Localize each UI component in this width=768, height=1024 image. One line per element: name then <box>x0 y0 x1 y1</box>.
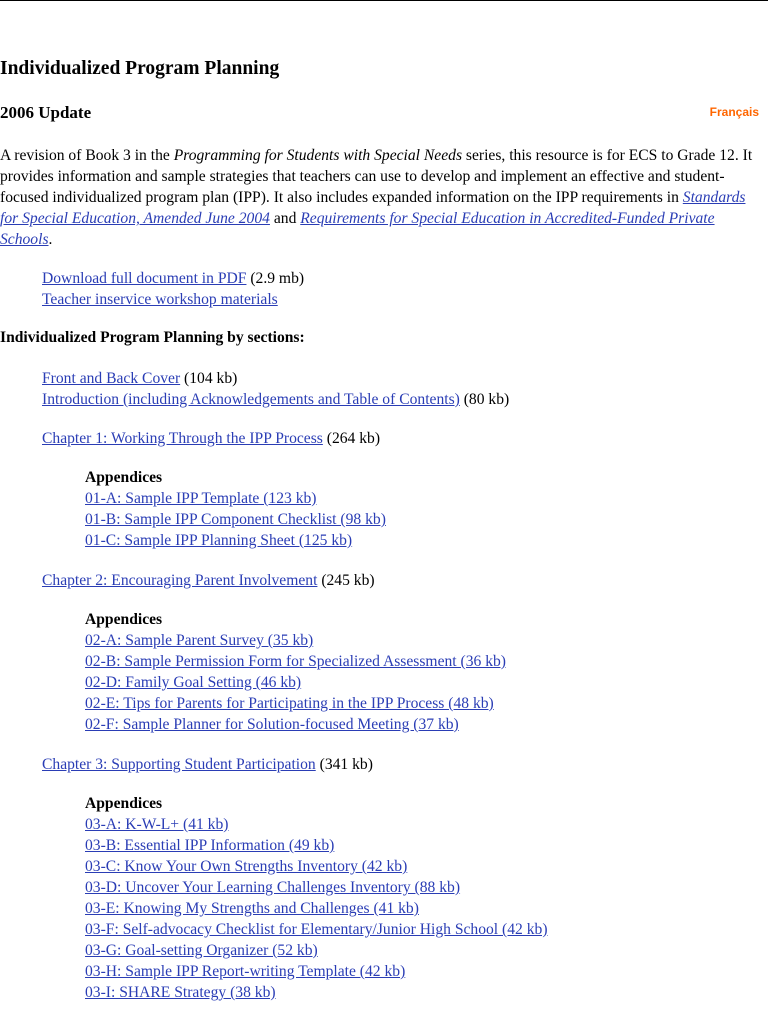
appendix-link[interactable]: 03-H: Sample IPP Report-writing Template (42 kb) <box>85 963 406 980</box>
appendix-link[interactable]: 01-B: Sample IPP Component Checklist (98 kb) <box>85 511 386 528</box>
appendix-link[interactable]: 02-D: Family Goal Setting (46 kb) <box>85 674 302 691</box>
appendix-link[interactable]: 03-E: Knowing My Strengths and Challenges (41 kb) <box>85 900 419 917</box>
file-size: (264 kb) <box>322 430 381 447</box>
standards-link-text: Standards for Special Education, Amended June 2004 <box>0 189 746 227</box>
intro-text-4: . <box>48 231 53 248</box>
workshop-materials-link[interactable]: Teacher inservice workshop materials <box>42 291 278 308</box>
appendix-link[interactable]: 03-D: Uncover Your Learning Challenges Inventory (88 kb) <box>85 879 461 896</box>
francais-link[interactable]: Français <box>709 105 759 119</box>
appendices-heading: Appendices <box>85 469 163 486</box>
chapter-3-appendices <box>85 793 548 1003</box>
appendix-link[interactable]: 02-E: Tips for Parents for Participating in the IPP Process (48 kb) <box>85 695 494 712</box>
file-size: (104 kb) <box>180 370 238 387</box>
appendix-link[interactable]: 03-I: SHARE Strategy (38 kb) <box>85 984 276 1001</box>
appendix-link[interactable]: 02-A: Sample Parent Survey (35 kb) <box>85 632 314 649</box>
chapter-1-link[interactable]: Chapter 1: Working Through the IPP Process <box>42 430 323 447</box>
chapter-3-link[interactable]: Chapter 3: Supporting Student Participation <box>42 756 316 773</box>
sections-heading: Individualized Program Planning by sections: <box>0 329 305 346</box>
appendix-link[interactable]: 03-F: Self-advocacy Checklist for Elementary/Junior High School (42 kb) <box>85 921 548 938</box>
chapter-2-link[interactable]: Chapter 2: Encouraging Parent Involvement <box>42 572 318 589</box>
appendices-heading: Appendices <box>85 611 163 628</box>
list-item <box>42 368 509 389</box>
appendix-link[interactable]: 01-A: Sample IPP Template (123 kb) <box>85 490 317 507</box>
intro-paragraph <box>0 145 762 250</box>
introduction-link[interactable]: Introduction (including Acknowledgements and Table of Contents) <box>42 391 460 408</box>
cover-link[interactable]: Front and Back Cover <box>42 370 181 387</box>
appendix-link[interactable]: 03-B: Essential IPP Information (49 kb) <box>85 837 335 854</box>
intro-text-1: A revision of Book 3 in the <box>0 147 174 164</box>
list-item <box>42 754 373 775</box>
list-item <box>42 570 375 591</box>
file-size: (341 kb) <box>315 756 373 773</box>
file-size: (2.9 mb) <box>246 270 305 287</box>
front-matter-list <box>42 368 509 410</box>
appendix-link[interactable]: 03-C: Know Your Own Strengths Inventory (42 kb) <box>85 858 408 875</box>
list-item <box>42 268 304 289</box>
appendix-link[interactable]: 03-A: K-W-L+ (41 kb) <box>85 816 229 833</box>
intro-text-2: series, this resource is for ECS to Grade 12. It provides information and sample strategies that teachers can use to develop and implement an effective and student-focused individualized program plan (IPP). It also includes expanded information on the IPP requirements in <box>0 147 753 206</box>
file-size: (80 kb) <box>459 391 510 408</box>
list-item <box>42 428 380 449</box>
chapter-2-appendices <box>85 609 506 735</box>
chapter-1 <box>42 428 380 449</box>
list-item <box>42 389 509 410</box>
chapter-3 <box>42 754 373 775</box>
chapter-2 <box>42 570 375 591</box>
appendix-link[interactable]: 03-G: Goal-setting Organizer (52 kb) <box>85 942 318 959</box>
appendix-link[interactable]: 02-B: Sample Permission Form for Specialized Assessment (36 kb) <box>85 653 506 670</box>
page-title: Individualized Program Planning <box>0 58 280 79</box>
list-item <box>42 289 304 310</box>
download-pdf-link[interactable]: Download full document in PDF <box>42 270 247 287</box>
top-rule <box>0 0 768 1</box>
chapter-1-appendices <box>85 467 386 551</box>
page-subtitle: 2006 Update <box>0 103 92 122</box>
requirements-link-text: Requirements for Special Education in Accredited-Funded Private Schools <box>0 210 715 248</box>
appendix-link[interactable]: 01-C: Sample IPP Planning Sheet (125 kb) <box>85 532 353 549</box>
series-title: Programming for Students with Special Needs <box>173 147 463 164</box>
intro-text-3: and <box>269 210 301 227</box>
file-size: (245 kb) <box>317 572 375 589</box>
appendix-link[interactable]: 02-F: Sample Planner for Solution-focused Meeting (37 kb) <box>85 716 459 733</box>
download-list <box>42 268 304 310</box>
appendices-heading: Appendices <box>85 795 163 812</box>
